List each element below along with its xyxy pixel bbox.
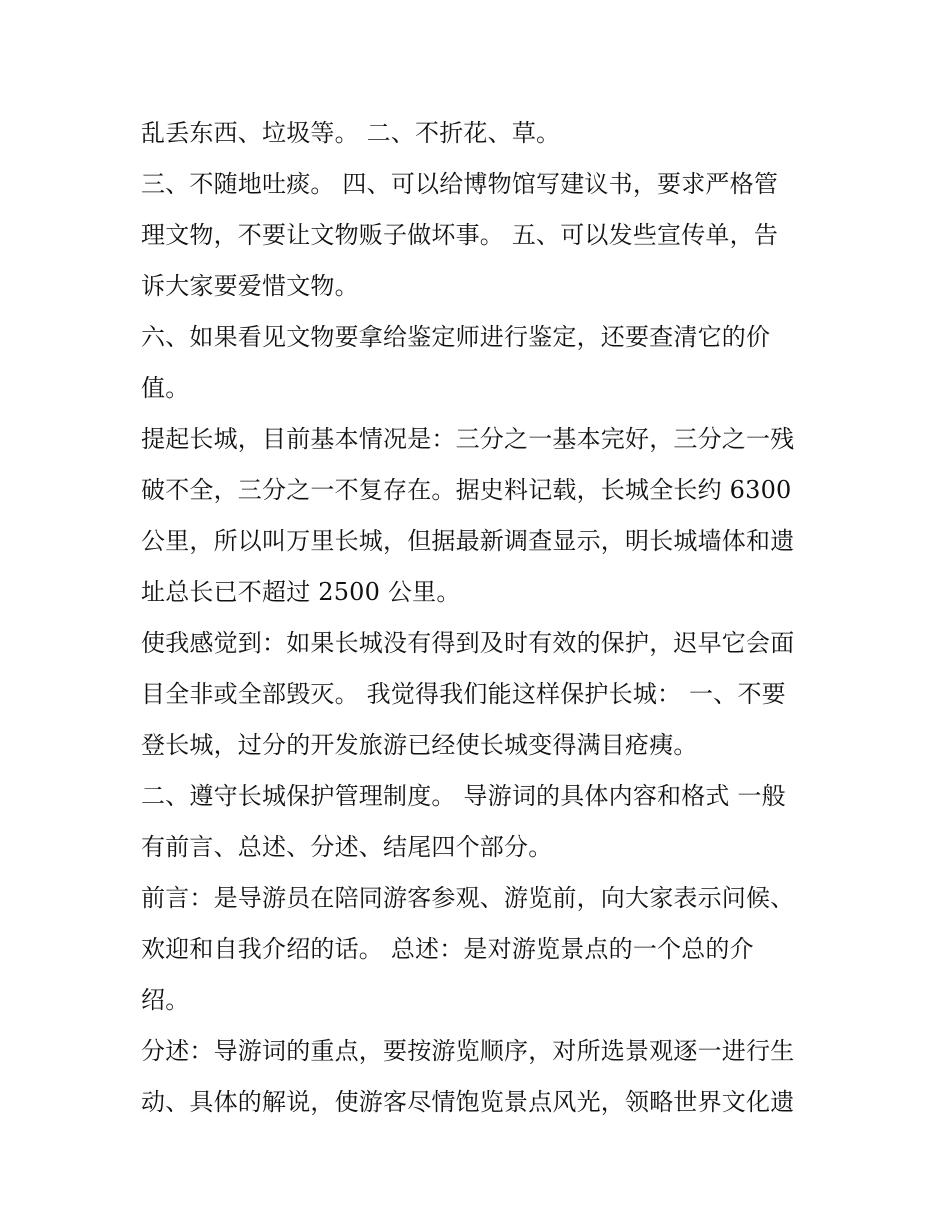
text-line: 破不全，三分之一不复存在。据史料记载，长城全长约 6300 [141, 476, 792, 504]
text-line: 前言：是导游员在陪同游客参观、游览前，向大家表示问候、 [141, 884, 795, 912]
text-line: 二、遵守长城保护管理制度。 导游词的具体内容和格式 一般 [141, 782, 786, 810]
text-line: 绍。 [141, 986, 190, 1014]
text-line: 登长城，过分的开发旅游已经使长城变得满目疮痍。 [141, 731, 698, 759]
text-line: 值。 [141, 374, 190, 402]
text-line: 理文物，不要让文物贩子做坏事。 五、可以发些宣传单，告 [141, 221, 779, 249]
text-line: 三、不随地吐痰。 四、可以给博物馆写建议书，要求严格管 [141, 170, 779, 198]
text-line: 目全非或全部毁灭。 我觉得我们能这样保护长城： 一、不要 [141, 680, 786, 708]
text-line: 分述：导游词的重点，要按游览顺序，对所选景观逐一进行生 [141, 1037, 795, 1065]
text-line: 有前言、总述、分述、结尾四个部分。 [141, 833, 553, 861]
text-line: 六、如果看见文物要拿给鉴定师进行鉴定，还要查清它的价 [141, 323, 771, 351]
document-body [141, 108, 821, 1128]
text-line: 诉大家要爱惜文物。 [141, 272, 359, 300]
text-line: 址总长已不超过 2500 公里。 [141, 578, 461, 606]
text-line: 欢迎和自我介绍的话。 总述：是对游览景点的一个总的介 [141, 935, 754, 963]
text-line: 公里，所以叫万里长城，但据最新调查显示，明长城墙体和遗 [141, 527, 795, 555]
text-line: 提起长城，目前基本情况是：三分之一基本完好，三分之一残 [141, 425, 795, 453]
text-line: 使我感觉到：如果长城没有得到及时有效的保护，迟早它会面 [141, 629, 795, 657]
text-line: 动、具体的解说，使游客尽情饱览景点风光，领略世界文化遗 [141, 1088, 795, 1116]
text-line: 乱丢东西、垃圾等。 二、不折花、草。 [141, 119, 561, 147]
